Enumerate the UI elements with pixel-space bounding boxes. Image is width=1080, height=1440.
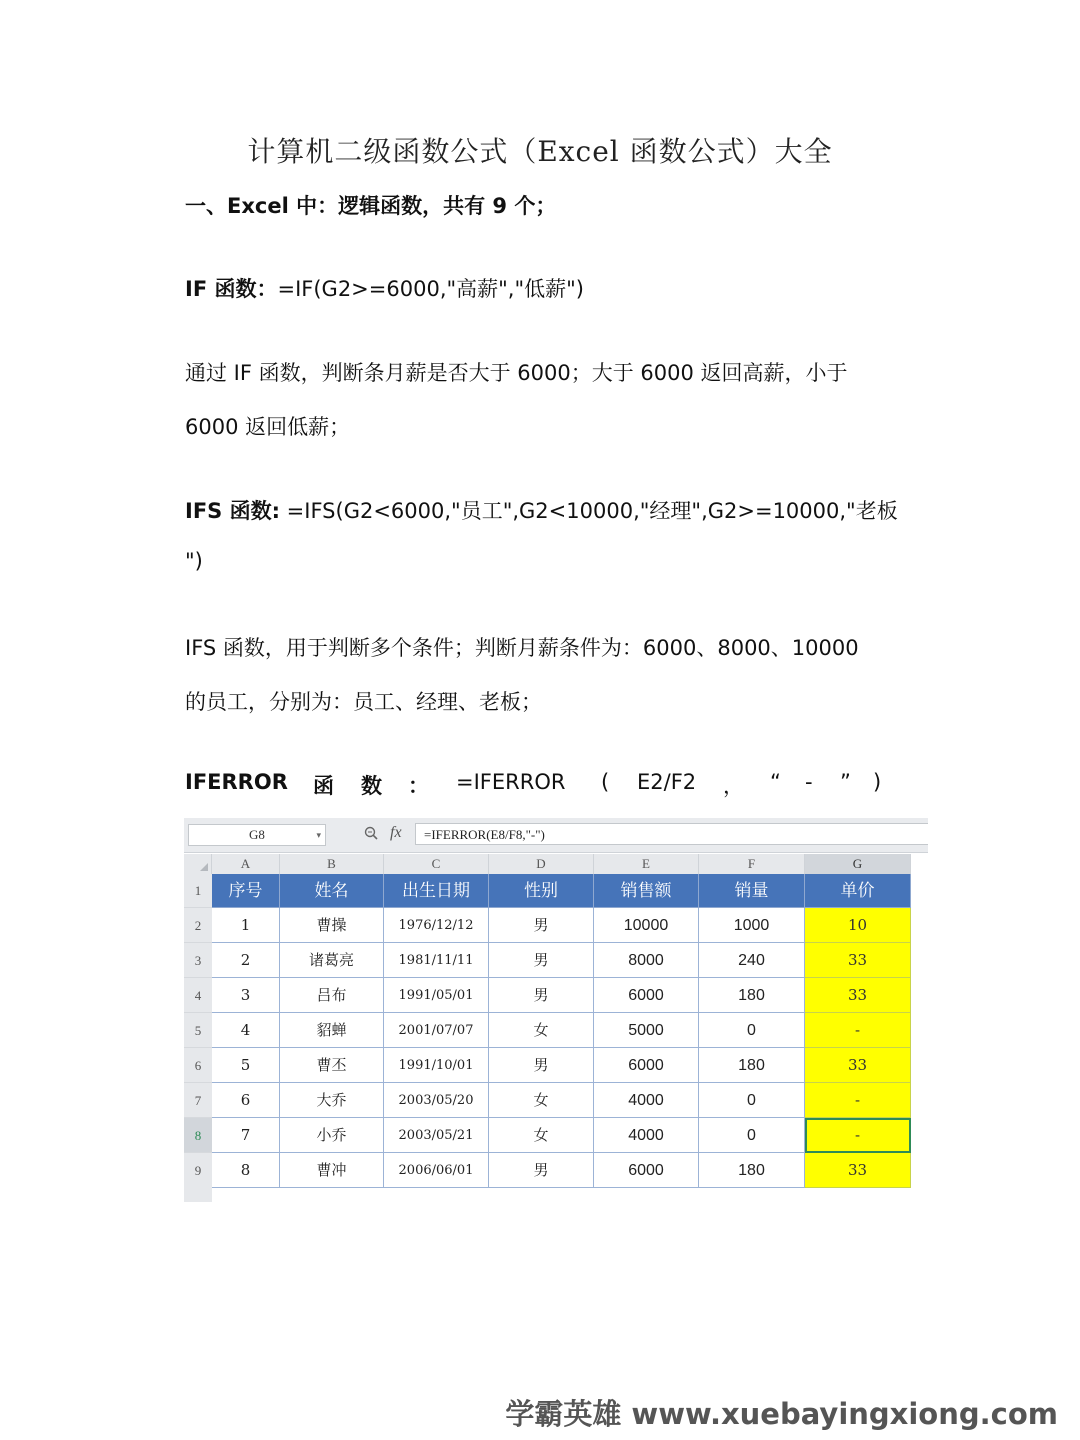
table-cell[interactable]: 6 bbox=[212, 1083, 280, 1118]
ifs-formula: =IFS(G2<6000,"员工",G2<10000,"经理",G2>=10000,"老板 bbox=[280, 499, 898, 523]
section-heading: 一、Excel 中：逻辑函数，共有 9 个； bbox=[185, 194, 557, 218]
row-header-4[interactable]: 4 bbox=[184, 978, 212, 1013]
table-cell[interactable]: 女 bbox=[489, 1118, 594, 1153]
iferror-formula-part: - bbox=[805, 770, 813, 794]
table-cell[interactable]: 180 bbox=[699, 978, 805, 1013]
table-cell[interactable]: - bbox=[805, 1013, 911, 1048]
table-cell[interactable]: 小乔 bbox=[280, 1118, 384, 1153]
table-cell[interactable]: 男 bbox=[489, 908, 594, 943]
iferror-formula-part: E2/F2 bbox=[637, 770, 697, 794]
column-header-a[interactable]: A bbox=[212, 854, 280, 874]
table-cell[interactable]: 33 bbox=[805, 978, 911, 1013]
iferror-label-part: ： bbox=[408, 774, 429, 798]
iferror-formula-part: ， bbox=[723, 774, 744, 798]
table-cell[interactable]: 0 bbox=[699, 1118, 805, 1153]
iferror-label-part: 函 bbox=[313, 774, 334, 798]
table-cell[interactable]: 2006/06/01 bbox=[384, 1153, 489, 1188]
row-header-6[interactable]: 6 bbox=[184, 1048, 212, 1083]
table-header-cell[interactable]: 出生日期 bbox=[384, 874, 489, 908]
if-label: IF 函数： bbox=[185, 277, 278, 301]
name-box[interactable]: G8 ▾ bbox=[188, 824, 326, 846]
iferror-formula-part: =IFERROR bbox=[456, 770, 566, 794]
iferror-formula-part: ( bbox=[601, 770, 610, 794]
iferror-formula-line bbox=[185, 770, 895, 802]
table-header-cell[interactable]: 销售额 bbox=[594, 874, 699, 908]
table-cell[interactable]: 10 bbox=[805, 908, 911, 943]
table-cell[interactable]: 0 bbox=[699, 1083, 805, 1118]
table-cell[interactable]: 4000 bbox=[594, 1083, 699, 1118]
chevron-down-icon[interactable]: ▾ bbox=[316, 830, 321, 840]
table-cell[interactable]: 貂蝉 bbox=[280, 1013, 384, 1048]
formula-input[interactable]: =IFERROR(E8/F8,"-") bbox=[415, 823, 928, 845]
table-cell[interactable]: 0 bbox=[699, 1013, 805, 1048]
table-cell[interactable]: 180 bbox=[699, 1153, 805, 1188]
table-cell[interactable]: 曹操 bbox=[280, 908, 384, 943]
table-cell[interactable]: 2003/05/21 bbox=[384, 1118, 489, 1153]
table-cell[interactable]: 2 bbox=[212, 943, 280, 978]
table-cell[interactable]: 1976/12/12 bbox=[384, 908, 489, 943]
table-cell[interactable]: - bbox=[805, 1083, 911, 1118]
table-cell[interactable]: 1000 bbox=[699, 908, 805, 943]
table-cell[interactable]: 1991/10/01 bbox=[384, 1048, 489, 1083]
iferror-label-part: 数 bbox=[361, 774, 382, 798]
table-cell[interactable]: 男 bbox=[489, 1153, 594, 1188]
iferror-label-part: IFERROR bbox=[185, 770, 288, 794]
row-header-3[interactable]: 3 bbox=[184, 943, 212, 978]
table-cell[interactable]: 33 bbox=[805, 943, 911, 978]
table-cell[interactable]: 33 bbox=[805, 1048, 911, 1083]
if-formula: =IF(G2>=6000,"高薪","低薪") bbox=[277, 277, 584, 301]
table-cell[interactable]: 男 bbox=[489, 1048, 594, 1083]
column-header-g[interactable]: G bbox=[805, 854, 911, 874]
table-cell[interactable]: 女 bbox=[489, 1083, 594, 1118]
table-cell[interactable]: - bbox=[805, 1118, 911, 1153]
table-cell[interactable]: 2003/05/20 bbox=[384, 1083, 489, 1118]
iferror-formula-part: ” bbox=[840, 770, 851, 794]
fx-icon[interactable]: fx bbox=[390, 824, 402, 841]
table-cell[interactable]: 33 bbox=[805, 1153, 911, 1188]
table-cell[interactable]: 女 bbox=[489, 1013, 594, 1048]
table-cell[interactable]: 2001/07/07 bbox=[384, 1013, 489, 1048]
table-cell[interactable]: 5000 bbox=[594, 1013, 699, 1048]
table-cell[interactable]: 诸葛亮 bbox=[280, 943, 384, 978]
row-header-1[interactable]: 1 bbox=[184, 874, 212, 908]
column-header-d[interactable]: D bbox=[489, 854, 594, 874]
footer-watermark: 学霸英雄 www.xuebayingxiong.com bbox=[505, 1397, 1058, 1431]
table-cell[interactable]: 4000 bbox=[594, 1118, 699, 1153]
ifs-label: IFS 函数: bbox=[185, 499, 280, 523]
document-title: 计算机二级函数公式（Excel 函数公式）大全 bbox=[247, 135, 833, 168]
formula-bar bbox=[184, 818, 928, 853]
spreadsheet-screenshot bbox=[184, 818, 928, 1202]
column-header-b[interactable]: B bbox=[280, 854, 384, 874]
table-cell[interactable]: 180 bbox=[699, 1048, 805, 1083]
row-header-7[interactable]: 7 bbox=[184, 1083, 212, 1118]
table-cell[interactable]: 3 bbox=[212, 978, 280, 1013]
table-cell[interactable]: 曹冲 bbox=[280, 1153, 384, 1188]
row-header-2[interactable]: 2 bbox=[184, 908, 212, 943]
table-header-cell[interactable]: 姓名 bbox=[280, 874, 384, 908]
table-cell[interactable]: 6000 bbox=[594, 978, 699, 1013]
table-cell[interactable]: 1991/05/01 bbox=[384, 978, 489, 1013]
row-header-8[interactable]: 8 bbox=[184, 1118, 212, 1153]
row-header-5[interactable]: 5 bbox=[184, 1013, 212, 1048]
table-cell[interactable]: 240 bbox=[699, 943, 805, 978]
table-header-cell[interactable]: 性别 bbox=[489, 874, 594, 908]
iferror-formula-part: ) bbox=[873, 770, 882, 794]
select-all-corner[interactable] bbox=[184, 854, 212, 874]
table-header-cell[interactable]: 序号 bbox=[212, 874, 280, 908]
zoom-icon[interactable] bbox=[364, 826, 378, 840]
column-header-e[interactable]: E bbox=[594, 854, 699, 874]
table-cell[interactable]: 8 bbox=[212, 1153, 280, 1188]
table-cell[interactable]: 男 bbox=[489, 943, 594, 978]
table-cell[interactable]: 曹丕 bbox=[280, 1048, 384, 1083]
iferror-formula-part: “ bbox=[770, 770, 781, 794]
row-header-9[interactable]: 9 bbox=[184, 1153, 212, 1188]
column-header-f[interactable]: F bbox=[699, 854, 805, 874]
table-cell[interactable]: 吕布 bbox=[280, 978, 384, 1013]
table-cell[interactable]: 7 bbox=[212, 1118, 280, 1153]
table-cell[interactable]: 1981/11/11 bbox=[384, 943, 489, 978]
table-cell[interactable]: 1 bbox=[212, 908, 280, 943]
table-cell[interactable]: 6000 bbox=[594, 1153, 699, 1188]
table-cell[interactable]: 男 bbox=[489, 978, 594, 1013]
table-cell[interactable]: 6000 bbox=[594, 1048, 699, 1083]
column-header-c[interactable]: C bbox=[384, 854, 489, 874]
table-cell[interactable]: 8000 bbox=[594, 943, 699, 978]
table-header-cell[interactable]: 销量 bbox=[699, 874, 805, 908]
table-cell[interactable]: 4 bbox=[212, 1013, 280, 1048]
row-header-tail bbox=[184, 1187, 212, 1202]
table-cell[interactable]: 大乔 bbox=[280, 1083, 384, 1118]
table-header-cell[interactable]: 单价 bbox=[805, 874, 911, 908]
table-cell[interactable]: 10000 bbox=[594, 908, 699, 943]
table-cell[interactable]: 5 bbox=[212, 1048, 280, 1083]
